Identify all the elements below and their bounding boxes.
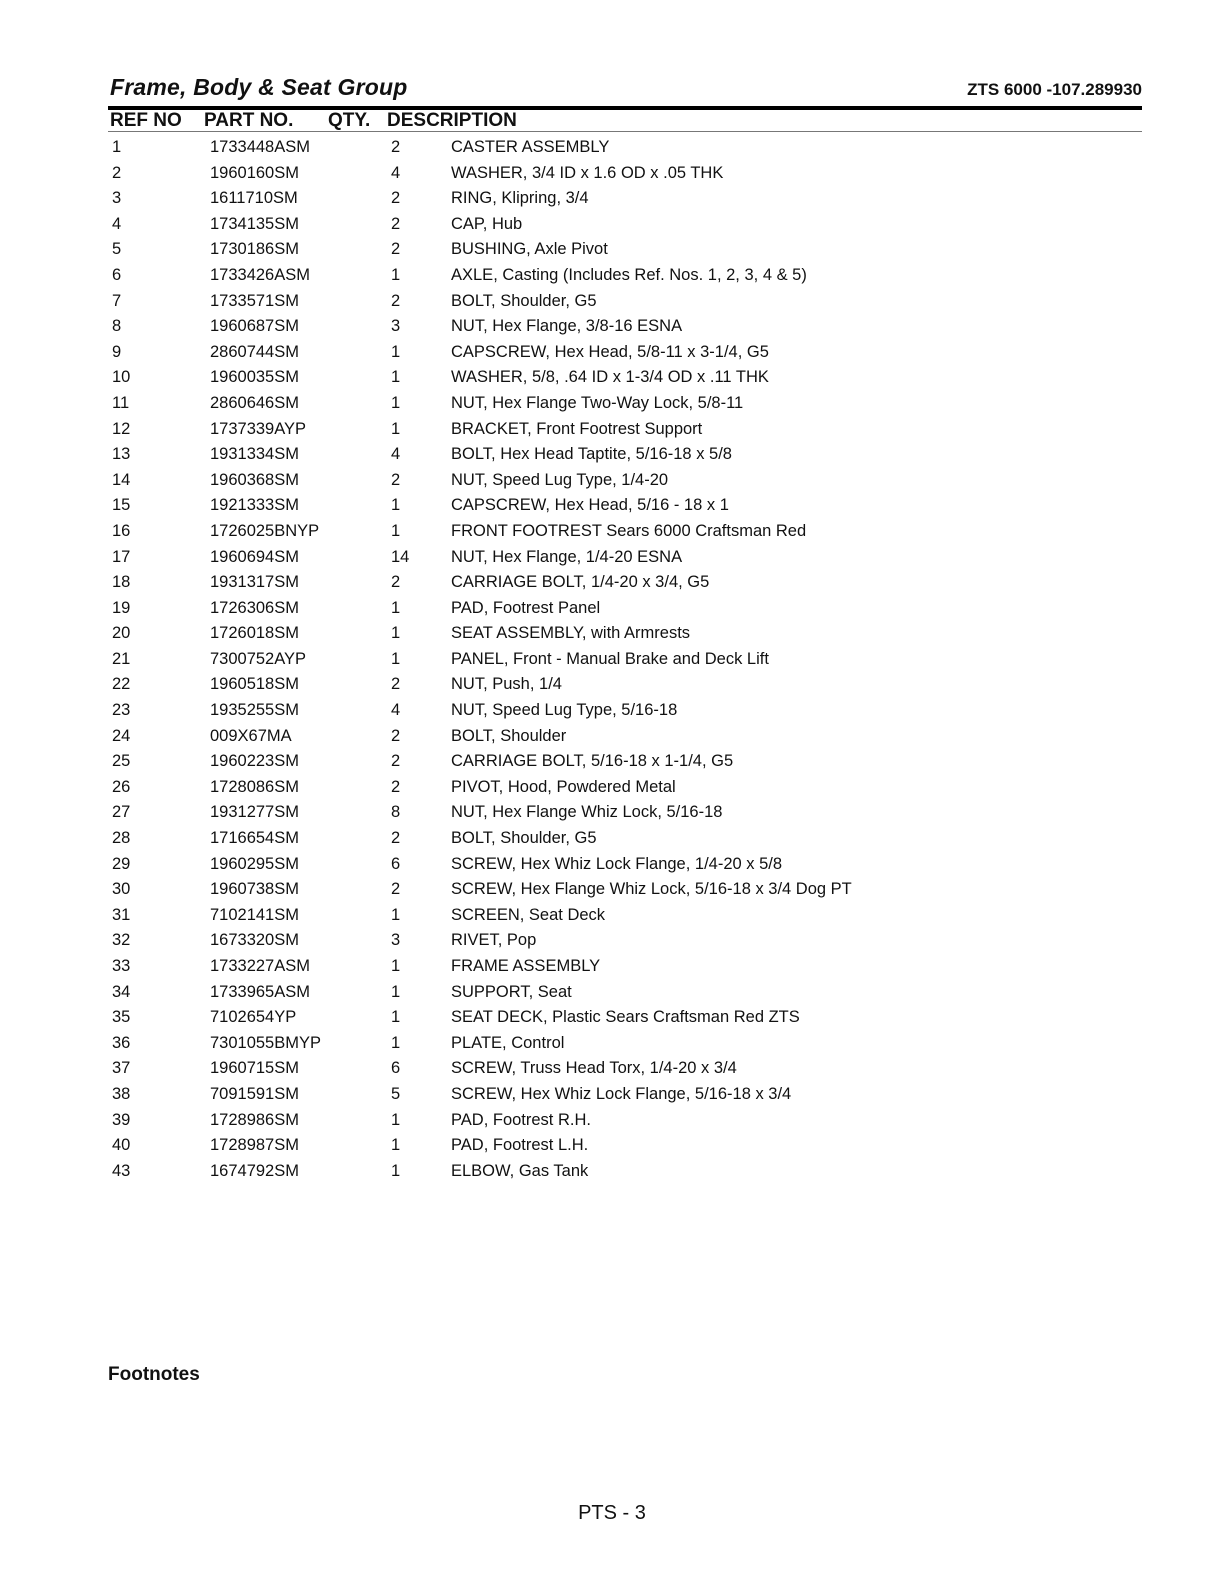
qty-cell: 1 [391,1033,401,1052]
table-row [108,1032,1142,1058]
table-row [108,136,1142,162]
description-cell: BRACKET, Front Footrest Support [451,419,703,438]
ref-no-cell: 17 [112,547,131,566]
ref-no-cell: 26 [112,777,131,796]
ref-no-cell: 8 [112,317,122,336]
ref-no-cell: 2 [112,163,122,182]
ref-no-cell: 33 [112,957,131,975]
table-row [108,392,1142,418]
part-no-cell: 1733448ASM [210,138,310,156]
model-number: ZTS 6000 -107.289930 [967,80,1142,99]
ref-no-cell: 12 [112,419,131,438]
qty-cell: 2 [391,777,401,796]
description-cell: SEAT DECK, Plastic Sears Craftsman Red ZTS [451,1008,800,1027]
description-cell: PIVOT, Hood, Powdered Metal [451,777,676,796]
description-cell: WASHER, 3/4 ID x 1.6 OD x .05 THK [451,163,724,182]
description-cell: FRAME ASSEMBLY [451,957,601,975]
description-cell: SCREEN, Seat Deck [451,905,606,924]
description-cell: NUT, Hex Flange Two-Way Lock, 5/8-11 [451,393,744,412]
description-cell: RIVET, Pop [451,931,537,950]
description-cell: CASTER ASSEMBLY [451,138,610,156]
qty-cell: 1 [391,1161,401,1180]
description-cell: BOLT, Hex Head Taptite, 5/16-18 x 5/8 [451,445,732,464]
table-row [108,187,1142,213]
part-no-cell: 1960368SM [210,470,299,489]
qty-cell: 1 [391,265,401,284]
parts-list [108,136,1142,1185]
part-no-cell: 7091591SM [210,1084,299,1103]
qty-cell: 2 [391,189,401,208]
table-row [108,443,1142,469]
part-no-cell: 1931277SM [210,803,299,822]
table-row [108,264,1142,290]
ref-no-cell: 30 [112,880,131,899]
column-header-part-no: PART NO. [204,110,294,131]
part-no-cell: 1737339AYP [210,419,307,438]
part-no-cell: 1960738SM [210,880,299,899]
column-header-row [108,110,1142,132]
part-no-cell: 1733227ASM [210,957,310,975]
table-row [108,827,1142,853]
part-no-cell: 1960160SM [210,163,299,182]
part-no-cell: 1935255SM [210,701,299,720]
table-row [108,315,1142,341]
ref-no-cell: 7 [112,291,122,310]
part-no-cell: 1960223SM [210,752,299,771]
qty-cell: 1 [391,1136,401,1155]
qty-cell: 6 [391,1059,401,1078]
qty-cell: 2 [391,829,401,848]
table-row [108,904,1142,930]
ref-no-cell: 15 [112,496,131,515]
ref-no-cell: 24 [112,726,131,745]
table-row [108,725,1142,751]
qty-cell: 2 [391,138,401,156]
qty-cell: 1 [391,982,401,1001]
qty-cell: 2 [391,752,401,771]
description-cell: PAD, Footrest R.H. [451,1110,591,1129]
description-cell: AXLE, Casting (Includes Ref. Nos. 1, 2, 3, 4 & 5) [451,265,807,284]
ref-no-cell: 9 [112,342,122,361]
qty-cell: 1 [391,905,401,924]
qty-cell: 2 [391,573,401,592]
page-number: PTS - 3 [578,1502,646,1524]
column-header-qty: QTY. [328,110,371,131]
description-cell: NUT, Push, 1/4 [451,675,562,694]
page-header [108,72,1142,110]
ref-no-cell: 6 [112,265,122,284]
footnotes-heading: Footnotes [108,1364,200,1385]
part-no-cell: 1728987SM [210,1136,299,1155]
qty-cell: 2 [391,880,401,899]
description-cell: BOLT, Shoulder, G5 [451,829,597,848]
qty-cell: 3 [391,931,401,950]
ref-no-cell: 16 [112,521,131,540]
description-cell: SCREW, Hex Whiz Lock Flange, 5/16-18 x 3/4 [451,1084,792,1103]
qty-cell: 4 [391,701,401,720]
table-row [108,162,1142,188]
table-row [108,801,1142,827]
description-cell: CARRIAGE BOLT, 5/16-18 x 1-1/4, G5 [451,752,734,771]
part-no-cell: 1960694SM [210,547,299,566]
qty-cell: 1 [391,393,401,412]
part-no-cell: 1960035SM [210,368,299,387]
part-no-cell: 2860744SM [210,342,299,361]
table-row [108,597,1142,623]
description-cell: SCREW, Hex Whiz Lock Flange, 1/4-20 x 5/8 [451,854,783,873]
description-cell: ELBOW, Gas Tank [451,1161,589,1180]
qty-cell: 2 [391,214,401,233]
table-row [108,341,1142,367]
description-cell: CAP, Hub [451,214,523,233]
description-cell: NUT, Hex Flange Whiz Lock, 5/16-18 [451,803,723,822]
qty-cell: 8 [391,803,401,822]
qty-cell: 2 [391,240,401,259]
table-row [108,622,1142,648]
part-no-cell: 1728086SM [210,777,299,796]
part-no-cell: 1733571SM [210,291,299,310]
part-no-cell: 009X67MA [210,726,292,745]
qty-cell: 1 [391,649,401,668]
description-cell: RING, Klipring, 3/4 [451,189,589,208]
ref-no-cell: 40 [112,1136,131,1155]
qty-cell: 1 [391,521,401,540]
description-cell: CARRIAGE BOLT, 1/4-20 x 3/4, G5 [451,573,710,592]
ref-no-cell: 35 [112,1008,131,1027]
ref-no-cell: 13 [112,445,131,464]
table-row [108,1057,1142,1083]
description-cell: NUT, Hex Flange, 1/4-20 ESNA [451,547,683,566]
part-no-cell: 1673320SM [210,931,299,950]
table-row [108,494,1142,520]
table-row [108,238,1142,264]
qty-cell: 1 [391,342,401,361]
qty-cell: 1 [391,368,401,387]
ref-no-cell: 22 [112,675,131,694]
part-no-cell: 1960295SM [210,854,299,873]
qty-cell: 2 [391,291,401,310]
part-no-cell: 1728986SM [210,1110,299,1129]
part-no-cell: 1931334SM [210,445,299,464]
part-no-cell: 1730186SM [210,240,299,259]
table-row [108,750,1142,776]
ref-no-cell: 36 [112,1033,131,1052]
qty-cell: 1 [391,1008,401,1027]
ref-no-cell: 1 [112,138,122,156]
description-cell: CAPSCREW, Hex Head, 5/8-11 x 3-1/4, G5 [451,342,769,361]
description-cell: NUT, Speed Lug Type, 1/4-20 [451,470,669,489]
ref-no-cell: 21 [112,649,131,668]
ref-no-cell: 29 [112,854,131,873]
table-row [108,673,1142,699]
table-row [108,776,1142,802]
part-no-cell: 7102141SM [210,905,299,924]
table-row [108,981,1142,1007]
description-cell: PANEL, Front - Manual Brake and Deck Lift [451,649,769,668]
description-cell: WASHER, 5/8, .64 ID x 1-3/4 OD x .11 THK [451,368,769,387]
ref-no-cell: 37 [112,1059,131,1078]
column-header-ref-no: REF NO [110,110,182,131]
qty-cell: 1 [391,957,401,975]
table-row [108,546,1142,572]
ref-no-cell: 23 [112,701,131,720]
table-row [108,1160,1142,1186]
part-no-cell: 7300752AYP [210,649,307,668]
part-no-cell: 1921333SM [210,496,299,515]
table-row [108,955,1142,981]
description-cell: BOLT, Shoulder, G5 [451,291,597,310]
description-cell: SCREW, Hex Flange Whiz Lock, 5/16-18 x 3/4 Dog PT [451,880,852,899]
part-no-cell: 1726018SM [210,624,299,643]
table-row [108,1006,1142,1032]
part-no-cell: 1716654SM [210,829,299,848]
table-row [108,469,1142,495]
part-no-cell: 1733965ASM [210,982,310,1001]
ref-no-cell: 18 [112,573,131,592]
table-row [108,1109,1142,1135]
ref-no-cell: 14 [112,470,131,489]
table-row [108,213,1142,239]
qty-cell: 1 [391,624,401,643]
qty-cell: 1 [391,496,401,515]
part-no-cell: 1931317SM [210,573,299,592]
description-cell: BUSHING, Axle Pivot [451,240,608,259]
table-row [108,878,1142,904]
ref-no-cell: 10 [112,368,131,387]
qty-cell: 1 [391,419,401,438]
ref-no-cell: 25 [112,752,131,771]
qty-cell: 3 [391,317,401,336]
ref-no-cell: 32 [112,931,131,950]
table-row [108,1134,1142,1160]
qty-cell: 14 [391,547,410,566]
ref-no-cell: 4 [112,214,122,233]
ref-no-cell: 20 [112,624,131,643]
table-row [108,571,1142,597]
ref-no-cell: 27 [112,803,131,822]
part-no-cell: 1611710SM [210,189,298,208]
part-no-cell: 7102654YP [210,1008,297,1027]
table-row [108,520,1142,546]
qty-cell: 4 [391,445,401,464]
part-no-cell: 2860646SM [210,393,299,412]
description-cell: CAPSCREW, Hex Head, 5/16 - 18 x 1 [451,496,729,515]
description-cell: NUT, Hex Flange, 3/8-16 ESNA [451,317,683,336]
table-row [108,366,1142,392]
part-no-cell: 1734135SM [210,214,299,233]
ref-no-cell: 28 [112,829,131,848]
part-no-cell: 1726025BNYP [210,521,320,540]
part-no-cell: 1733426ASM [210,265,310,284]
part-no-cell: 1960518SM [210,675,299,694]
qty-cell: 1 [391,1110,401,1129]
qty-cell: 1 [391,598,401,617]
table-row [108,853,1142,879]
description-cell: SUPPORT, Seat [451,982,572,1001]
part-no-cell: 7301055BMYP [210,1033,321,1052]
qty-cell: 6 [391,854,401,873]
ref-no-cell: 43 [112,1161,131,1180]
part-no-cell: 1960715SM [210,1059,299,1078]
table-row [108,418,1142,444]
part-no-cell: 1726306SM [210,598,299,617]
qty-cell: 2 [391,726,401,745]
description-cell: FRONT FOOTREST Sears 6000 Craftsman Red [451,521,807,540]
ref-no-cell: 11 [112,393,130,412]
table-row [108,1083,1142,1109]
description-cell: PAD, Footrest L.H. [451,1136,589,1155]
qty-cell: 2 [391,675,401,694]
table-row [108,648,1142,674]
ref-no-cell: 3 [112,189,122,208]
ref-no-cell: 5 [112,240,122,259]
table-row [108,290,1142,316]
part-no-cell: 1674792SM [210,1161,299,1180]
table-row [108,699,1142,725]
column-header-description: DESCRIPTION [387,110,517,131]
description-cell: SCREW, Truss Head Torx, 1/4-20 x 3/4 [451,1059,737,1078]
part-no-cell: 1960687SM [210,317,299,336]
section-title: Frame, Body & Seat Group [110,74,408,100]
table-row [108,929,1142,955]
description-cell: SEAT ASSEMBLY, with Armrests [451,624,691,643]
description-cell: PAD, Footrest Panel [451,598,601,617]
qty-cell: 5 [391,1084,401,1103]
ref-no-cell: 19 [112,598,131,617]
ref-no-cell: 38 [112,1084,131,1103]
description-cell: BOLT, Shoulder [451,726,567,745]
description-cell: NUT, Speed Lug Type, 5/16-18 [451,701,678,720]
ref-no-cell: 39 [112,1110,131,1129]
qty-cell: 4 [391,163,401,182]
qty-cell: 2 [391,470,401,489]
ref-no-cell: 31 [112,905,131,924]
ref-no-cell: 34 [112,982,131,1001]
description-cell: PLATE, Control [451,1033,565,1052]
